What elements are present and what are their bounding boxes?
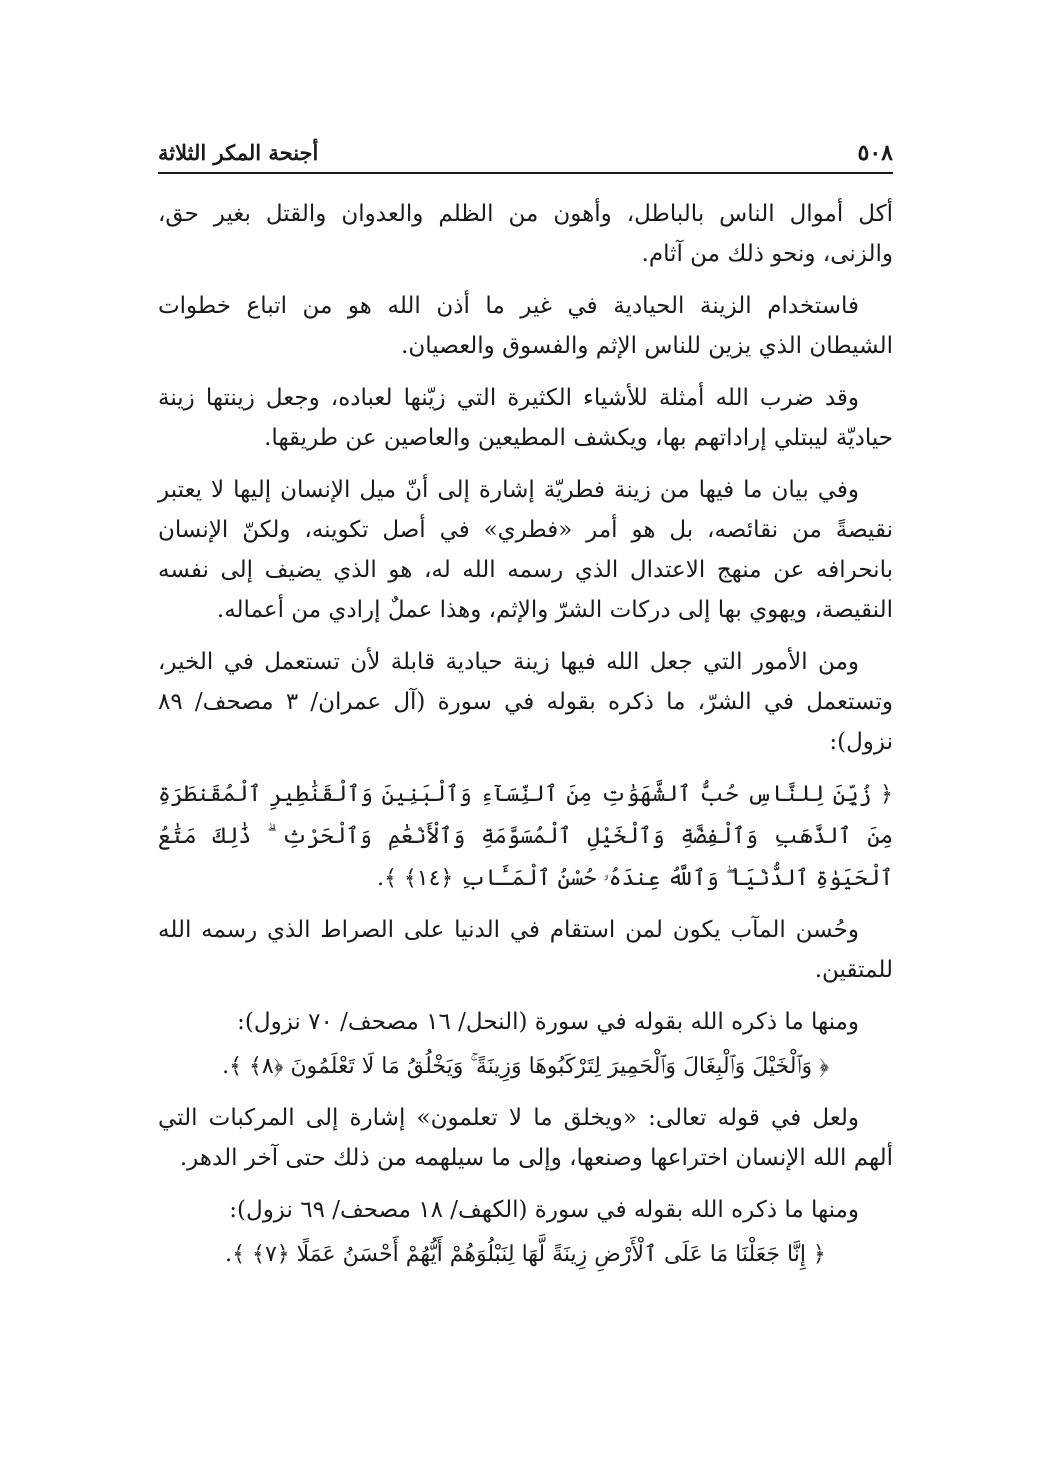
paragraph: ومنها ما ذكره الله بقوله في سورة (النحل/ ١٦ مصحف/ ٧٠ نزول): bbox=[237, 1009, 859, 1035]
page-body bbox=[158, 194, 893, 1276]
paragraph: وقد ضرب الله أمثلة للأشياء الكثيرة التي زيّنها لعباده، وجعل زينتها زينة حياديّة ليبتلي إراداتهم بها، ويكشف المطيعين والعاصين عن طريقها. bbox=[158, 385, 893, 451]
page-number: ٥٠٨ bbox=[857, 140, 893, 166]
paragraph: ومن الأمور التي جعل الله فيها زينة حيادية قابلة لأن تستعمل في الخير، وتستعمل في الشرّ، ما ذكره بقوله في سورة (آل عمران/ ٣ مصحف/ ٨٩ نزول): bbox=[158, 649, 894, 755]
paragraph: فاستخدام الزينة الحيادية في غير ما أذن الله هو من اتباع خطوات الشيطان الذي يزين للناس الإثم والفسوق والعصيان. bbox=[158, 293, 893, 359]
book-page bbox=[158, 140, 893, 1286]
quran-verse: ﴿ زُيِّنَ لِلنَّاسِ حُبُّ ٱلشَّهَوَٰتِ مِنَ ٱلنِّسَآءِ وَٱلْبَنِينَ وَٱلْقَنَٰطِيرِ ٱلْمُقَنطَرَةِ مِنَ ٱلذَّهَبِ وَٱلْفِضَّةِ وَٱلْخَيْلِ ٱلْمُسَوَّمَةِ وَٱلْأَنْعَٰمِ وَٱلْحَرْثِ ۗ ذَٰلِكَ مَتَٰعُ ٱلْحَيَوٰةِ ٱلدُّنْيَا ۖ وَٱللَّهُ عِندَهُۥ حُسْنُ ٱلْمَـَٔابِ ﴿١٤﴾ ﴾. bbox=[158, 782, 893, 891]
paragraph-continuation: أكل أموال الناس بالباطل، وأهون من الظلم والعدوان والقتل بغير حق، والزنى، ونحو ذلك من آثام. bbox=[158, 201, 893, 267]
quran-verse: ﴿ وَٱلْخَيْلَ وَٱلْبِغَالَ وَٱلْحَمِيرَ لِتَرْكَبُوهَا وَزِينَةً ۚ وَيَخْلُقُ مَا لَا تَعْلَمُونَ ﴿٨﴾ ﴾. bbox=[222, 1054, 829, 1079]
paragraph: ومنها ما ذكره الله بقوله في سورة (الكهف/ ١٨ مصحف/ ٦٩ نزول): bbox=[229, 1197, 859, 1223]
book-title: أجنحة المكر الثلاثة bbox=[158, 140, 319, 165]
paragraph: ولعل في قوله تعالى: «ويخلق ما لا تعلمون» إشارة إلى المركبات التي ألهم الله الإنسان اختراعها وصنعها، وإلى ما سيلهمه من ذلك حتى آخر الدهر. bbox=[158, 1105, 893, 1171]
paragraph: وحُسن المآب يكون لمن استقام في الدنيا على الصراط الذي رسمه الله للمتقين. bbox=[158, 917, 893, 983]
running-header bbox=[158, 140, 893, 174]
quran-verse: ﴿ إِنَّا جَعَلْنَا مَا عَلَى ٱلْأَرْضِ زِينَةً لَّهَا لِنَبْلُوَهُمْ أَيُّهُمْ أَحْسَنُ عَمَلًا ﴿٧﴾ ﴾. bbox=[225, 1242, 826, 1267]
paragraph: وفي بيان ما فيها من زينة فطريّة إشارة إلى أنّ ميل الإنسان إليها لا يعتبر نقيصةً من نقائصه، بل هو أمر «فطري» في أصل تكوينه، ولكنّ الإنسان بانحرافه عن منهج الاعتدال الذي رسمه الله له، هو الذي يضيف إلى نفسه النقيصة، ويهوي بها إلى دركات الشرّ والإثم، وهذا عملٌ إرادي من أعماله. bbox=[158, 477, 893, 623]
